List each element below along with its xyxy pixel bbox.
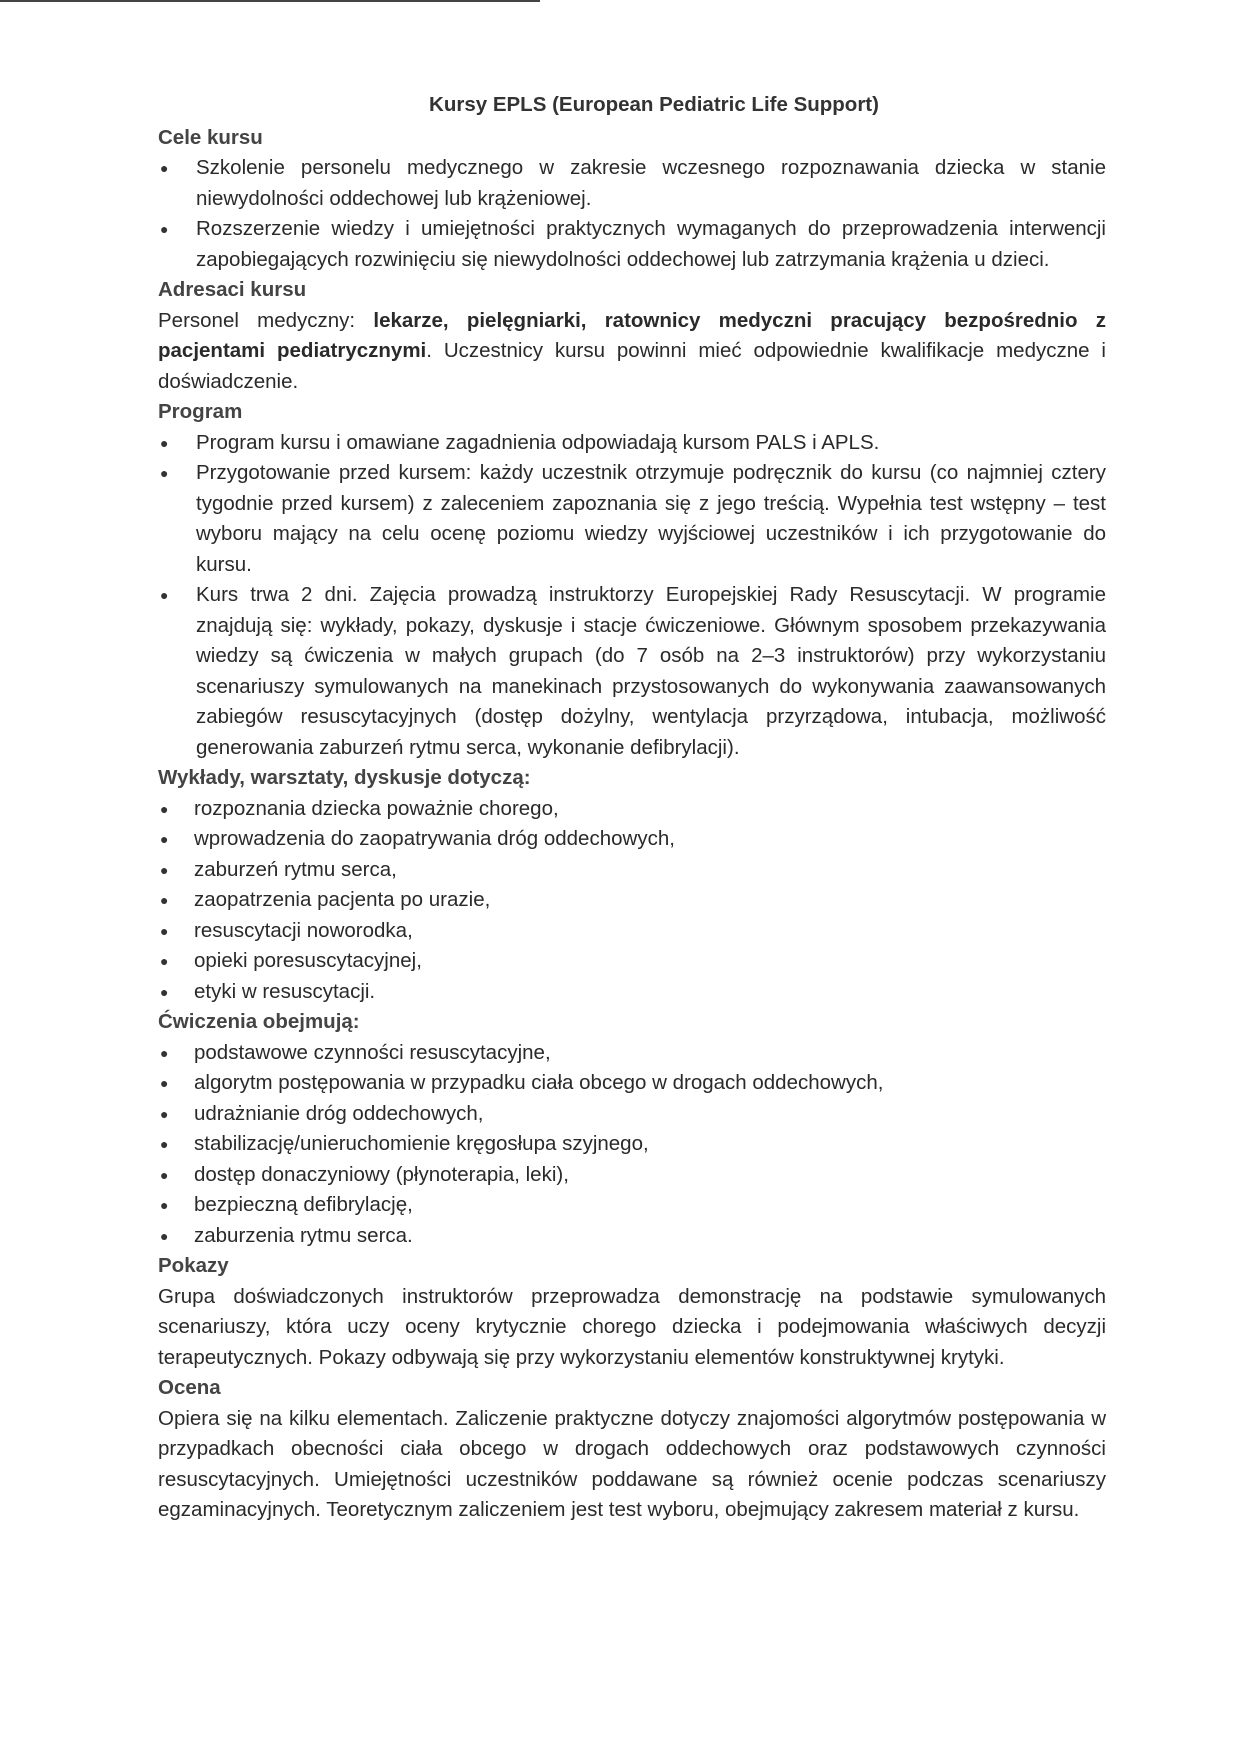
bullet-icon: ●: [160, 892, 169, 908]
list-item: ● bezpieczną defibrylację,: [158, 1190, 1106, 1221]
list-item: ● Program kursu i omawiane zagadnienia odpowiadają kursom PALS i APLS.: [158, 428, 1106, 459]
document-title: Kursy EPLS (European Pediatric Life Support): [429, 93, 879, 116]
program-list: [158, 428, 1106, 764]
section-heading-program: Program: [158, 400, 243, 423]
list-item: ● zaburzeń rytmu serca,: [158, 855, 1106, 886]
bullet-icon: ●: [160, 160, 169, 176]
bullet-icon: ●: [160, 221, 169, 237]
bullet-icon: ●: [160, 1044, 169, 1061]
bullet-icon: ●: [160, 1197, 169, 1213]
bullet-icon: ●: [160, 465, 169, 481]
adresaci-paragraph: Personel medyczny: lekarze, pielęgniarki, ratownicy medyczni pracujący bezpośrednio z pacjentami pediatrycznymi. Uczestnicy kursu powinni mieć odpowiednie kwalifikacje medyczne i doświadczenie.: [158, 308, 1107, 393]
list-item: ● wprowadzenia do zaopatrywania dróg oddechowych,: [158, 824, 1106, 855]
adresaci-bold: lekarze, pielęgniarki, ratownicy medyczni pracujący bezpośrednio z pacjentami pediatrycznymi: [158, 308, 1107, 362]
list-item: ● podstawowe czynności resuscytacyjne,: [158, 1038, 1106, 1069]
list-item: ● etyki w resuscytacji.: [158, 977, 1106, 1008]
bullet-icon: ●: [160, 1227, 169, 1244]
wyklady-list: [158, 794, 1106, 1008]
bullet-icon: ●: [160, 800, 169, 817]
bullet-icon: ●: [160, 861, 169, 878]
list-item: ● resuscytacji noworodka,: [158, 916, 1106, 947]
list-item: ● rozpoznania dziecka poważnie chorego,: [158, 794, 1106, 825]
cwiczenia-list: [158, 1038, 1106, 1252]
section-heading-ocena: Ocena: [158, 1376, 221, 1399]
section-heading-cele: Cele kursu: [158, 125, 263, 149]
document-page: [158, 90, 1106, 1526]
bullet-icon: ●: [160, 831, 169, 847]
list-item: ● stabilizację/unieruchomienie kręgosłupa szyjnego,: [158, 1129, 1106, 1160]
list-item: ● Przygotowanie przed kursem: każdy uczestnik otrzymuje podręcznik do kursu (co najmniej cztery tygodnie przed kursem) z zaleceniem zapoznania się z jego treścią. Wypełnia test wstępny – test wyboru mający na celu ocenę poziomu wiedzy wyjściowej uczestników i ich przygotowanie do kursu.: [158, 458, 1106, 580]
list-item: ● zaopatrzenia pacjenta po urazie,: [158, 885, 1106, 916]
bullet-icon: ●: [160, 1075, 169, 1091]
list-item: ● opieki poresuscytacyjnej,: [158, 946, 1106, 977]
bullet-icon: ●: [160, 983, 169, 1000]
top-rule: [0, 0, 540, 2]
list-item: ● dostęp donaczyniowy (płynoterapia, leki),: [158, 1160, 1106, 1191]
bullet-icon: ●: [160, 587, 169, 603]
section-heading-wyklady: Wykłady, warsztaty, dyskusje dotyczą:: [158, 766, 531, 789]
section-heading-pokazy: Pokazy: [158, 1254, 229, 1277]
bullet-icon: ●: [160, 1166, 169, 1183]
bullet-icon: ●: [160, 953, 169, 969]
list-item: ● Kurs trwa 2 dni. Zajęcia prowadzą instruktorzy Europejskiej Rady Resuscytacji. W programie znajdują się: wykłady, pokazy, dyskusje i stacje ćwiczeniowe. Głównym sposobem przekazywania wiedzy są ćwiczenia w małych grupach (do 7 osób na 2–3 instruktorów) przy wykorzystaniu scenariuszy symulowanych na manekinach przystosowanych do wykonywania zaawansowanych zabiegów resuscytacyjnych (dostęp dożylny, wentylacja przyrządowa, intubacja, możliwość generowania zaburzeń rytmu serca, wykonanie defibrylacji).: [158, 580, 1106, 763]
bullet-icon: ●: [160, 434, 169, 451]
pokazy-paragraph: Grupa doświadczonych instruktorów przeprowadza demonstrację na podstawie symulowanych scenariuszy, która uczy oceny krytycznie chorego dziecka i podejmowania właściwych decyzji terapeutycznych. Pokazy odbywają się przy wykorzystaniu elementów konstruktywnej krytyki.: [158, 1284, 1106, 1369]
section-heading-cwiczenia: Ćwiczenia obejmują:: [158, 1010, 360, 1033]
section-heading-adresaci: Adresaci kursu: [158, 278, 307, 301]
cele-list: [158, 153, 1106, 275]
bullet-icon: ●: [160, 922, 169, 939]
ocena-paragraph: Opiera się na kilku elementach. Zaliczenie praktyczne dotyczy znajomości algorytmów postępowania w przypadkach obecności ciała obcego w drogach oddechowych oraz podstawowych czynności resuscytacyjnych. Umiejętności uczestników poddawane są również ocenie podczas scenariuszy egzaminacyjnych. Teoretycznym zaliczeniem jest test wyboru, obejmujący zakresem materiał z kursu.: [158, 1406, 1106, 1521]
list-item: ● udrażnianie dróg oddechowych,: [158, 1099, 1106, 1130]
list-item: ● algorytm postępowania w przypadku ciała obcego w drogach oddechowych,: [158, 1068, 1106, 1099]
list-item: ● Szkolenie personelu medycznego w zakresie wczesnego rozpoznawania dziecka w stanie niewydolności oddechowej lub krążeniowej.: [158, 153, 1106, 214]
bullet-icon: ●: [160, 1105, 169, 1122]
list-item: ● Rozszerzenie wiedzy i umiejętności praktycznych wymaganych do przeprowadzenia interwencji zapobiegających rozwinięciu się niewydolności oddechowej lub zatrzymania krążenia u dzieci.: [158, 214, 1106, 275]
bullet-icon: ●: [160, 1136, 169, 1152]
list-item: ● zaburzenia rytmu serca.: [158, 1221, 1106, 1252]
